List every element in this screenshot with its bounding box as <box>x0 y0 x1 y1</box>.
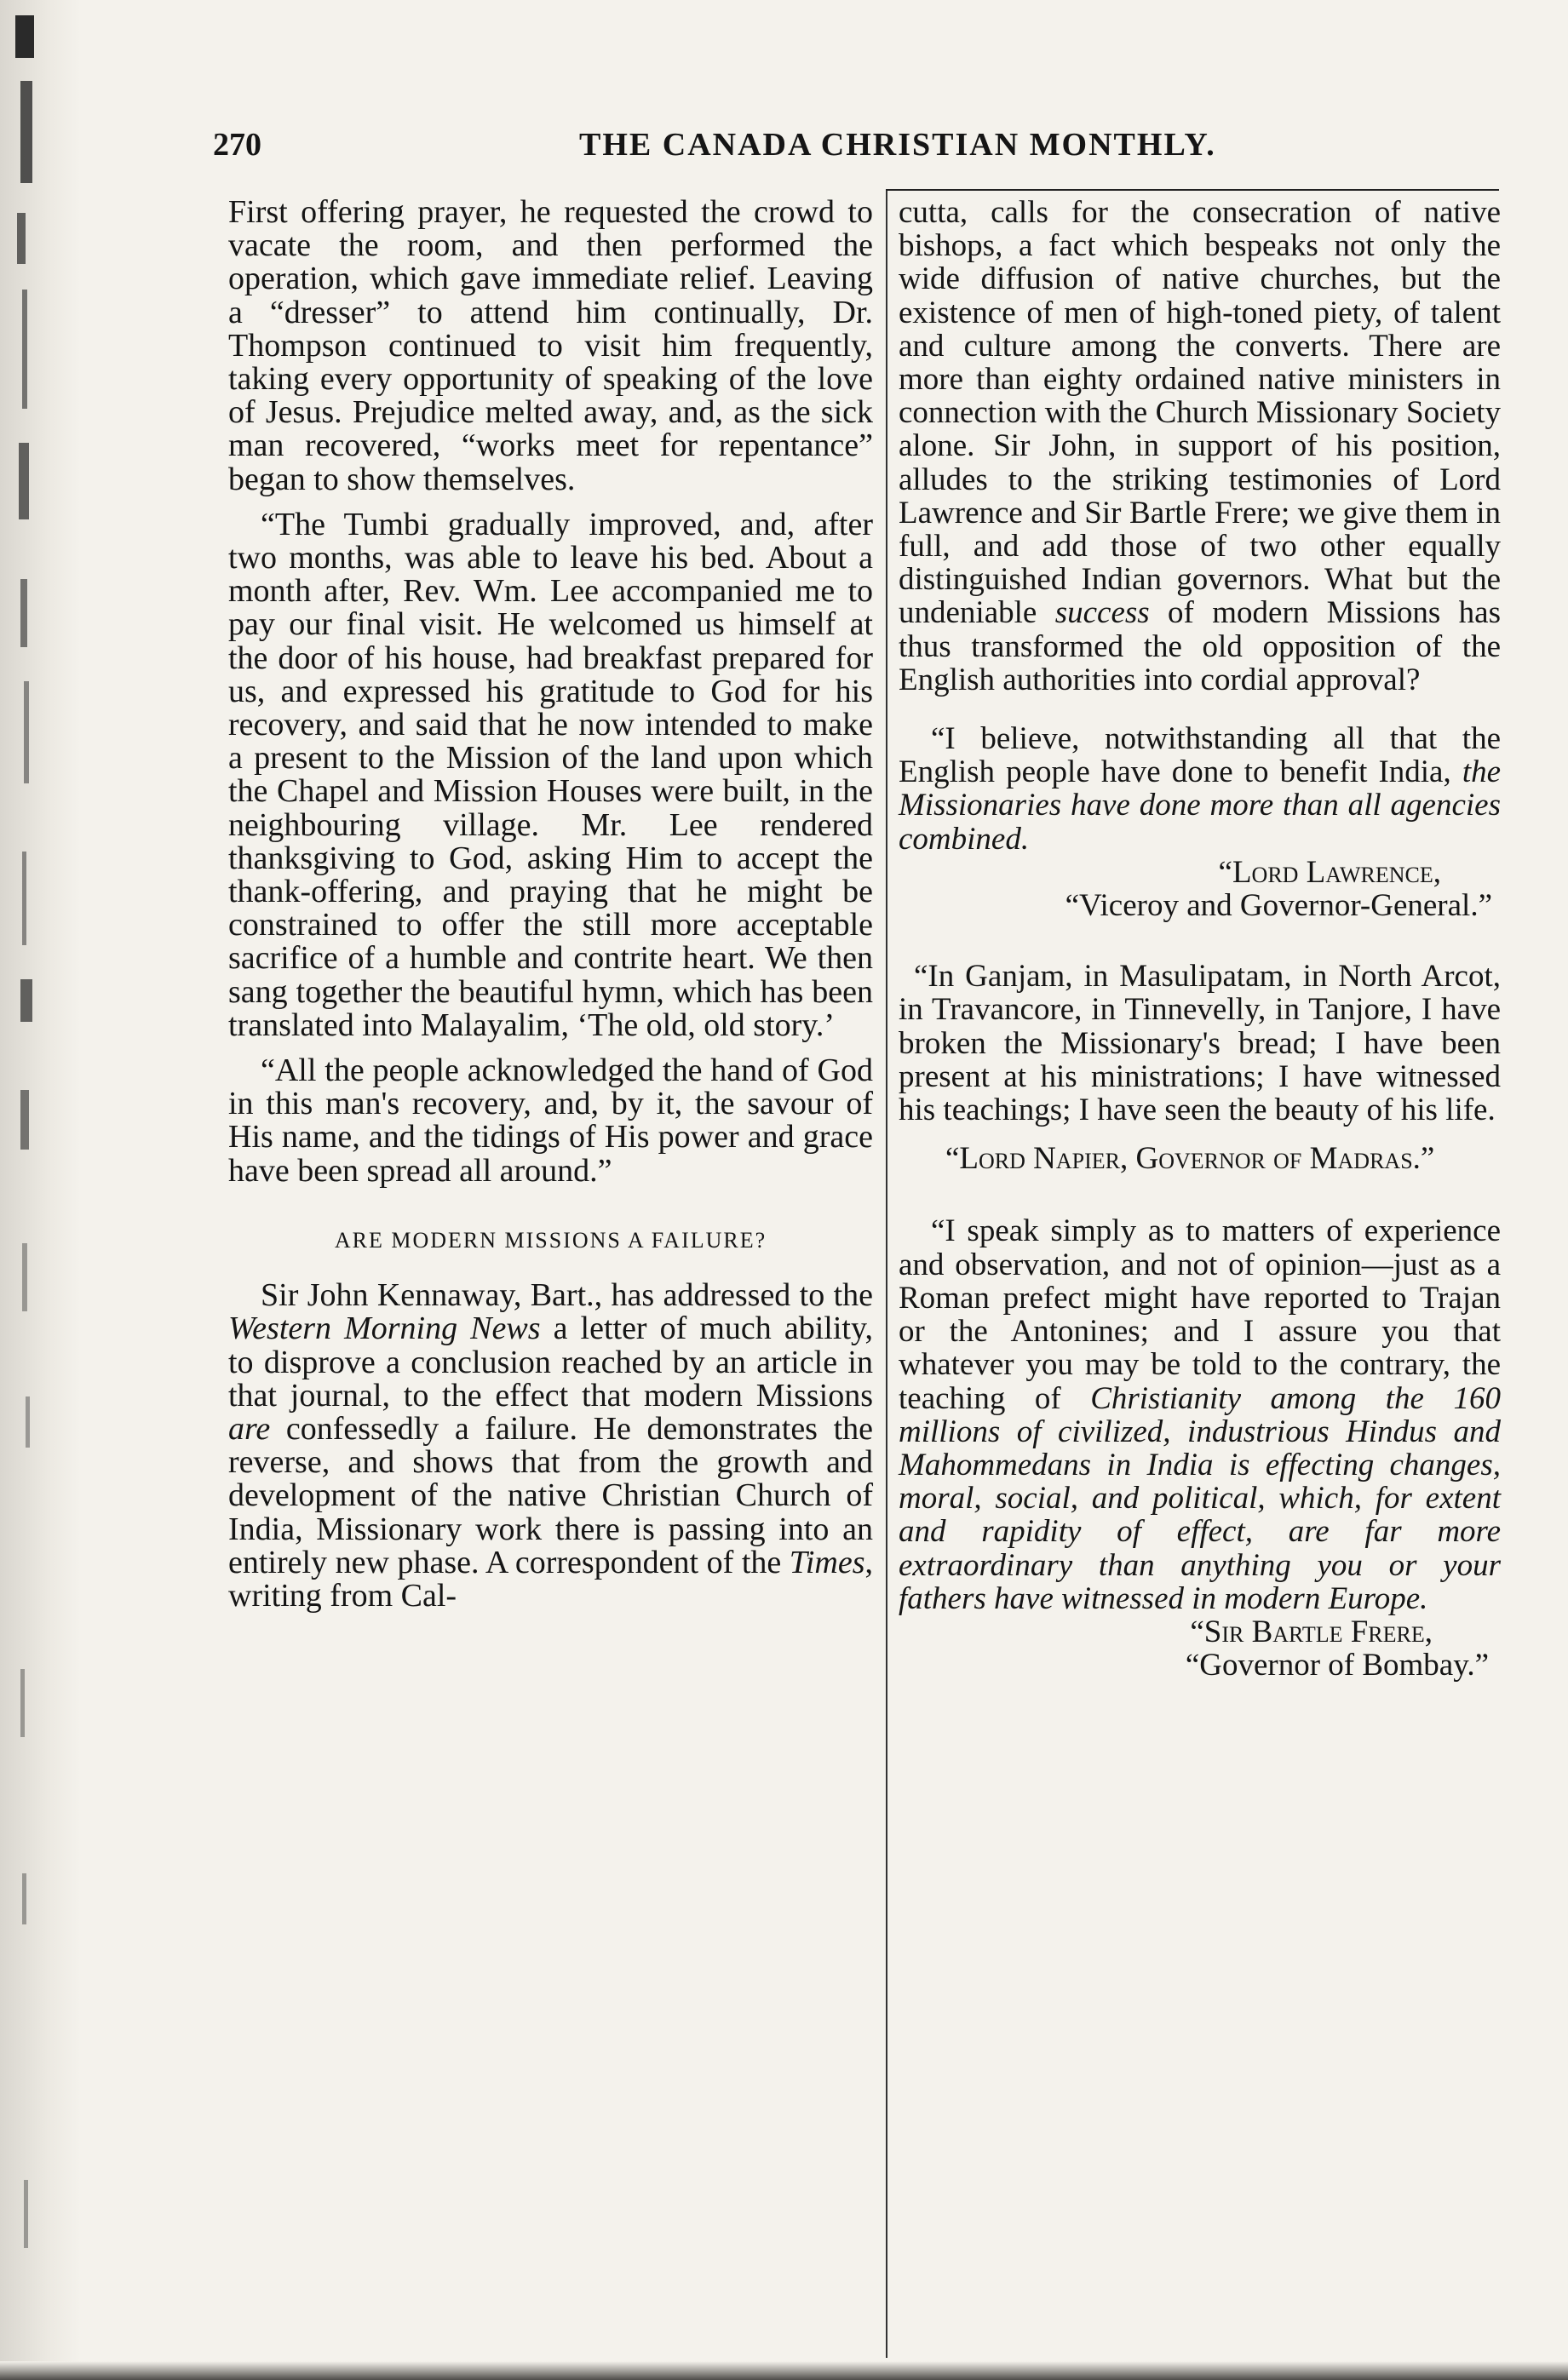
signature-lawrence: “Lord Lawrence, <box>1218 854 1441 890</box>
quote-frere: “I speak simply as to matters of experience and observation, and not of opinion—just as a Roman prefect might have reported to Trajan or the Antonines; and I assure you that whatever you may be told to the contrary, the teaching of Christianity among the 160 millions of civilized, industrious Hindus and Mahommedans in India is effecting changes, moral, social, and political, which, for extent and rapidity of effect, are far more extraordinary than anything you or your fathers have witnessed in modern Europe. <box>899 1213 1501 1616</box>
page-bottom-edge <box>0 2361 1568 2380</box>
paragraph-1: First offering prayer, he requested the crowd to vacate the room, and then performed the operation, which gave immediate relief. Leaving a “dresser” to attend him continually, Dr. Thompson continued to visit him frequently, taking every opportunity of speaking of the love of Jesus. Prejudice melted away, and, as the sick man recovered, “works meet for repentance” began to show themselves. <box>228 194 873 497</box>
header-rule <box>886 189 1499 191</box>
running-header <box>213 126 1226 177</box>
section-heading: ARE MODERN MISSIONS A FAILURE? <box>334 1227 767 1253</box>
signature-lawrence-title: “Viceroy and Governor-General.” <box>1065 888 1492 924</box>
signature-frere: “Sir Bartle Frere, <box>1190 1614 1433 1649</box>
paragraph-continued: cutta, calls for the consecration of native bishops, a fact which bespeaks not only the wide diffusion of native churches, but the existence of men of high-toned piety, of talent and culture among the converts. There are more than eighty ordained native ministers in connection with the Church Missionary Society alone. Sir John, in support of his position, alludes to the striking testimonies of Lord Lawrence and Sir Bartle Frere; we give them in full, and add those of two other equally distinguished Indian governors. What but the undeniable success of modern Missions has thus transformed the old opposition of the English authorities into cordial approval? <box>899 195 1501 697</box>
paragraph-2: “The Tumbi gradually improved, and, after two months, was able to leave his bed. About a month after, Rev. Wm. Lee accompanied me to pay our final visit. He welcomed us himself at the door of his house, had breakfast prepared for us, and expressed his gratitude to God for his recovery, and said that he now intended to make a present to the Mission of the land upon which the Chapel and Mission Houses were built, in the neighbouring village. Mr. Lee rendered thanksgiving to God, asking Him to accept the thank-offering, and praying that he might be constrained to offer the still more acceptable sacrifice of a humble and contrite heart. We then sang together the beautiful hymn, which has been translated into Malayalim, ‘The old, old story.’ <box>228 506 873 1043</box>
quote-napier: “In Ganjam, in Masulipatam, in North Arcot, in Travancore, in Tinnevelly, in Tanjore, I have broken the Missionary's bread; I have been present at his ministrations; I have witnessed his teachings; I have seen the beauty of his life. <box>899 959 1501 1128</box>
page-number: 270 <box>213 127 261 163</box>
signature-napier: “Lord Napier, Governor of Madras.” <box>945 1141 1435 1177</box>
paragraph-4: Sir John Kennaway, Bart., has addressed to the Western Morning News a letter of much ability, to disprove a conclusion reached by an article in that journal, to the effect that modern Missions are confessedly a failure. He demonstrates the reverse, and shows that from the growth and development of the native Christian Church of India, Missionary work there is passing into an entirely new phase. A correspondent of the Times, writing from Cal- <box>228 1277 873 1614</box>
newspaper-title: Western Morning News <box>228 1310 541 1347</box>
left-column <box>228 196 873 1613</box>
quote-lawrence: “I believe, notwithstanding all that the English people have done to benefit India, the Missionaries have done more than all agencies combined. <box>899 721 1502 857</box>
times-title: Times <box>789 1544 865 1580</box>
column-divider <box>886 191 887 2358</box>
paragraph-3: “All the people acknowledged the hand of God in this man's recovery, and, by it, the savour of His name, and the tidings of His power and grace have been spread all around.” <box>228 1052 873 1189</box>
page-spine-edge <box>0 0 81 2380</box>
journal-title: THE CANADA CHRISTIAN MONTHLY. <box>579 127 1216 163</box>
signature-frere-title: “Governor of Bombay.” <box>1185 1648 1489 1683</box>
right-column <box>899 196 1501 1682</box>
